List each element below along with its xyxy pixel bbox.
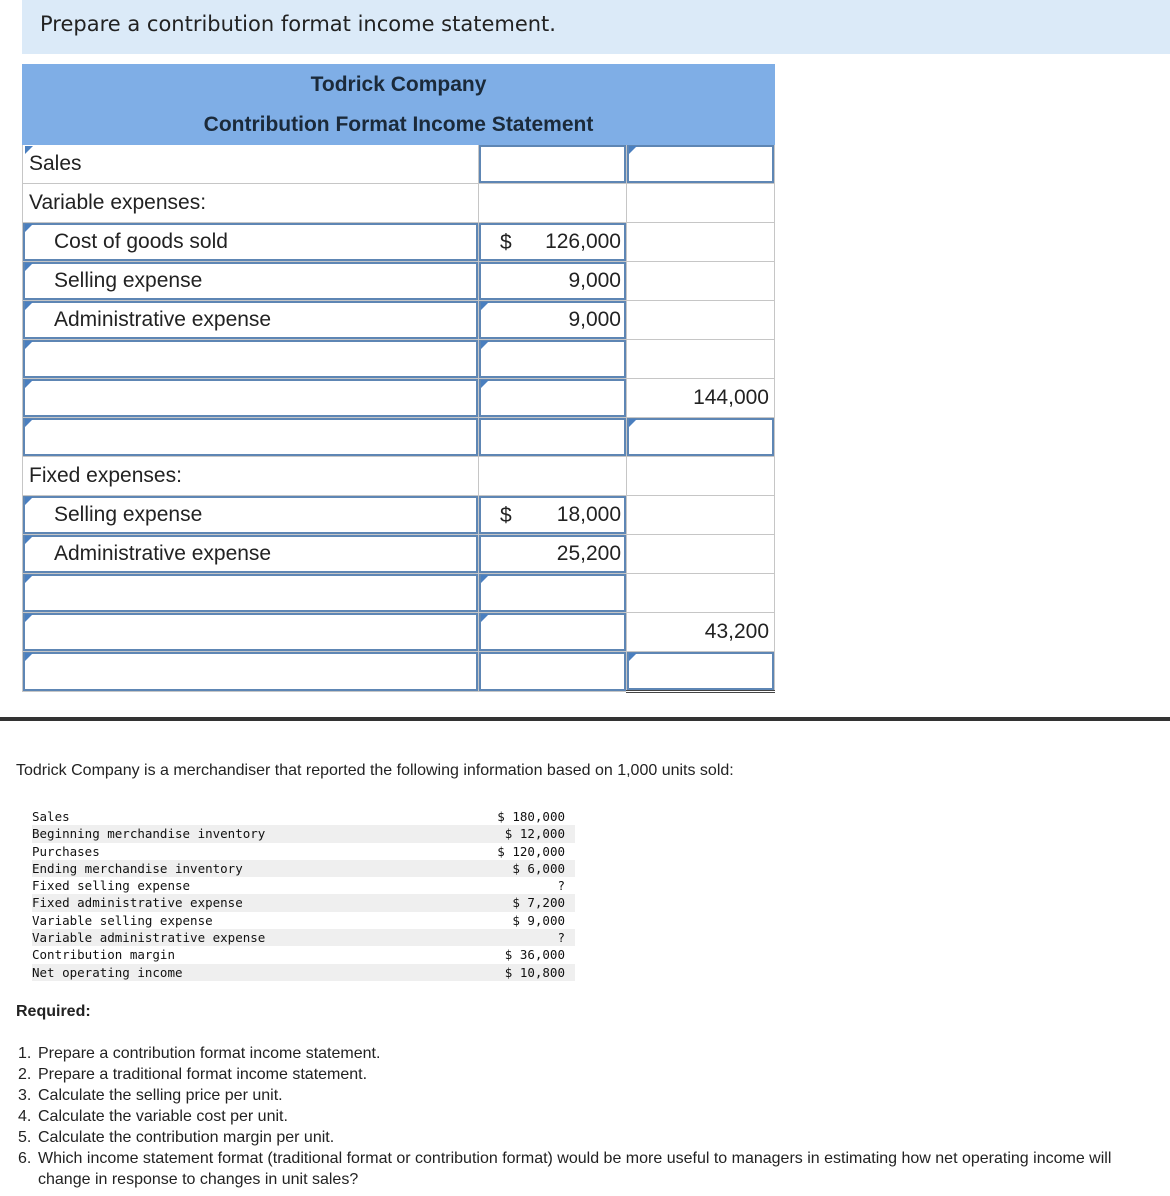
empty-cell [627, 301, 775, 340]
currency-symbol: $ [500, 231, 512, 254]
fix-total-label-input[interactable] [23, 613, 479, 652]
data-label: Variable selling expense [32, 912, 213, 928]
required-item-number: 4. [18, 1108, 32, 1125]
problem-intro: Todrick Company is a merchandiser that reported the following information based on 1,000 units sold: [16, 762, 734, 779]
required-item-text: Which income statement format (traditional format or contribution format) would be more useful to managers in estimating how net operating income will change in response to changes in unit sales? [38, 1150, 1112, 1188]
var-admin-label-input[interactable]: Administrative expense [23, 301, 479, 340]
row-fix-admin [23, 535, 775, 574]
var-total-label-input[interactable] [23, 379, 479, 418]
required-item-text: Calculate the variable cost per unit. [38, 1108, 288, 1125]
empty-cell [627, 184, 775, 223]
row-fixed-expenses [23, 457, 775, 496]
row-variable-expenses [23, 184, 775, 223]
cm-amount-input[interactable] [479, 418, 627, 457]
row-var-selling [23, 262, 775, 301]
data-row [32, 808, 575, 825]
fix-selling-amount-input[interactable] [479, 496, 627, 535]
required-item-text: Calculate the selling price per unit. [38, 1087, 283, 1104]
required-item [18, 1064, 1158, 1085]
required-item-number: 6. [18, 1150, 32, 1167]
data-label: Sales [32, 809, 70, 824]
var-admin-amount-input[interactable]: 9,000 [479, 301, 627, 340]
row-contribution-margin [23, 418, 775, 457]
fix-selling-amount: 18,000 [556, 503, 621, 526]
data-row [32, 843, 575, 860]
data-value: $ 120,000 [497, 843, 565, 859]
data-value: $ 9,000 [512, 912, 565, 928]
data-row [32, 860, 575, 877]
fix-total-value: 43,200 [627, 613, 775, 652]
row-fix-selling [23, 496, 775, 535]
required-item [18, 1148, 1158, 1190]
required-item-number: 1. [18, 1045, 32, 1062]
required-list [18, 1043, 1158, 1190]
data-row [32, 929, 575, 946]
cm-total-input[interactable] [627, 418, 775, 457]
fixed-expenses-heading: Fixed expenses: [23, 457, 479, 496]
required-item-text: Calculate the contribution margin per unit. [38, 1129, 335, 1146]
data-label: Ending merchandise inventory [32, 860, 480, 877]
data-label: Beginning merchandise inventory [32, 825, 480, 842]
noi-amount-input[interactable] [479, 652, 627, 692]
required-heading: Required: [16, 1003, 91, 1020]
row-blank-1 [23, 340, 775, 379]
noi-total-input[interactable] [627, 652, 775, 692]
cm-label-input[interactable] [23, 418, 479, 457]
data-value: $ 36,000 [504, 947, 565, 963]
empty-cell [627, 223, 775, 262]
empty-cell [627, 262, 775, 301]
required-item [18, 1085, 1158, 1106]
blank-amount-input[interactable] [479, 340, 627, 379]
required-item [18, 1043, 1158, 1064]
data-label: Variable administrative expense [32, 929, 480, 946]
data-row [32, 894, 575, 911]
sales-amount-input[interactable] [479, 145, 627, 184]
empty-cell [627, 340, 775, 379]
blank-label-input[interactable] [23, 340, 479, 379]
sales-label[interactable]: Sales [23, 145, 479, 184]
variable-expenses-heading: Variable expenses: [23, 184, 479, 223]
fix-total-amount-input[interactable] [479, 613, 627, 652]
var-selling-amount-input[interactable]: 9,000 [479, 262, 627, 301]
given-data-table [32, 808, 575, 981]
required-item-text: Prepare a traditional format income statement. [38, 1066, 368, 1083]
data-row [32, 964, 575, 981]
required-item [18, 1106, 1158, 1127]
data-value: $ 10,800 [480, 964, 575, 981]
data-label: Fixed administrative expense [32, 894, 480, 911]
instruction-text: Prepare a contribution format income statement. [40, 12, 556, 36]
row-sales [23, 145, 775, 184]
empty-cell [479, 184, 627, 223]
fix-selling-label-input[interactable]: Selling expense [23, 496, 479, 535]
data-label: Contribution margin [32, 947, 175, 963]
fix-admin-amount-input[interactable]: 25,200 [479, 535, 627, 574]
var-total-value: 144,000 [627, 379, 775, 418]
row-net-operating-income [23, 652, 775, 692]
data-value: $ 6,000 [480, 860, 575, 877]
required-item-text: Prepare a contribution format income statement. [38, 1045, 381, 1062]
data-value: $ 7,200 [480, 894, 575, 911]
income-statement-table [22, 64, 775, 693]
data-row [32, 946, 575, 963]
empty-cell [627, 574, 775, 613]
empty-cell [627, 496, 775, 535]
instruction-banner [22, 0, 1170, 54]
row-var-total [23, 379, 775, 418]
required-item-number: 3. [18, 1087, 32, 1104]
required-item-number: 5. [18, 1129, 32, 1146]
row-var-admin [23, 301, 775, 340]
company-name: Todrick Company [23, 65, 775, 105]
var-selling-label-input[interactable]: Selling expense [23, 262, 479, 301]
empty-cell [627, 535, 775, 574]
data-row [32, 912, 575, 929]
row-blank-2 [23, 574, 775, 613]
currency-symbol: $ [500, 504, 512, 527]
required-item-number: 2. [18, 1066, 32, 1083]
data-row [32, 877, 575, 894]
empty-cell [479, 457, 627, 496]
cogs-amount-input[interactable] [479, 223, 627, 262]
noi-label-input[interactable] [23, 652, 479, 692]
sales-total-input[interactable] [627, 145, 775, 184]
cogs-label-input[interactable]: Cost of goods sold [23, 223, 479, 262]
cogs-amount: 126,000 [545, 230, 621, 253]
data-row [32, 825, 575, 842]
fix-admin-label-input[interactable]: Administrative expense [23, 535, 479, 574]
statement-title: Contribution Format Income Statement [23, 105, 775, 145]
empty-cell [627, 457, 775, 496]
data-value: ? [480, 929, 575, 946]
row-cogs [23, 223, 775, 262]
data-label: Fixed selling expense [32, 878, 191, 894]
section-divider [0, 717, 1170, 721]
data-value: $ 180,000 [497, 809, 565, 824]
var-total-amount-input[interactable] [479, 379, 627, 418]
data-label: Purchases [32, 843, 100, 859]
blank-label-input[interactable] [23, 574, 479, 613]
blank-amount-input[interactable] [479, 574, 627, 613]
data-value: $ 12,000 [480, 825, 575, 842]
data-label: Net operating income [32, 964, 480, 981]
required-item [18, 1127, 1158, 1148]
row-fix-total [23, 613, 775, 652]
data-value: ? [557, 878, 565, 894]
